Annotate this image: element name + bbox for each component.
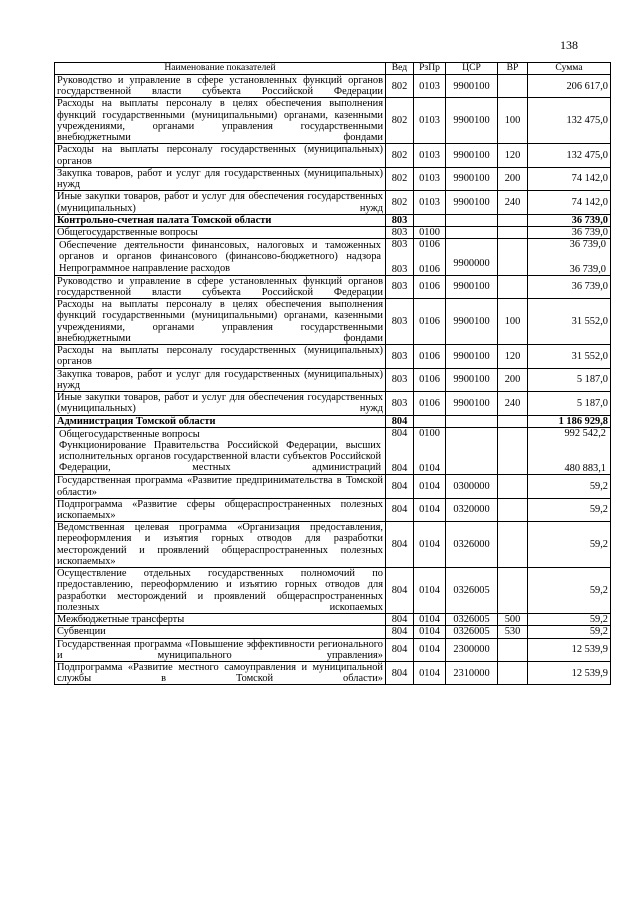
row-rzpr: 0106 xyxy=(414,392,446,415)
row-ved: 804 xyxy=(386,475,414,498)
row-vr xyxy=(498,475,528,498)
row-rzpr: 0103 xyxy=(414,191,446,214)
row-name: Закупка товаров, работ и услуг для государственных (муниципальных) нужд xyxy=(55,167,386,190)
row-sum: 36 739,0 xyxy=(528,227,611,239)
row-vr: 530 xyxy=(498,626,528,638)
row-csr: 9900100 xyxy=(446,345,498,368)
row-name: Контрольно-счетная палата Томской области xyxy=(55,214,386,226)
row-ved-sub: 804 xyxy=(391,463,408,475)
row-ved: 802 xyxy=(386,98,414,144)
row-name: Подпрограмма «Развитие местного самоуправления и муниципальной службы в Томской области» xyxy=(55,662,386,685)
row-name: Расходы на выплаты персоналу в целях обеспечения выполнения функций государственными (муниципальными) органами, казенными учреждениями, органами управления государственными внебюджетными фондами xyxy=(55,98,386,144)
row-sum: 36 739,0 xyxy=(528,275,611,298)
table-row xyxy=(55,614,611,626)
row-vr xyxy=(498,214,528,226)
row-rzpr: 0104 xyxy=(414,614,446,626)
row-rzpr: 0104 xyxy=(414,662,446,685)
row-name-main: Общегосударственные вопросы xyxy=(59,428,200,440)
row-ved: 804 xyxy=(386,626,414,638)
row-sum: 59,2 xyxy=(528,568,611,614)
header-csr: ЦСР xyxy=(446,63,498,75)
row-csr: 0326005 xyxy=(446,614,498,626)
table-row xyxy=(55,75,611,98)
row-vr: 200 xyxy=(498,368,528,391)
table-row xyxy=(55,638,611,661)
row-name: Государственная программа «Повышение эффективности регионального и муниципального управления» xyxy=(55,638,386,661)
cell-spacer xyxy=(500,439,525,463)
table-row xyxy=(55,299,611,345)
row-name: Иные закупки товаров, работ и услуг для обеспечения государственных (муниципальных) нужд xyxy=(55,392,386,415)
row-sum: 31 552,0 xyxy=(528,299,611,345)
row-sum-main: 36 739,0 xyxy=(569,239,606,251)
row-name: Межбюджетные трансферты xyxy=(55,614,386,626)
row-ved: 804 xyxy=(386,498,414,521)
row-vr xyxy=(498,498,528,521)
row-vr: 200 xyxy=(498,167,528,190)
header-sum: Сумма xyxy=(528,63,611,75)
row-csr: 9900100 xyxy=(446,75,498,98)
table-row xyxy=(55,427,611,474)
row-csr: 9900100 xyxy=(446,275,498,298)
row-vr: 240 xyxy=(498,191,528,214)
cell-spacer xyxy=(530,439,608,463)
row-csr: 0300000 xyxy=(446,475,498,498)
row-ved-main: 804 xyxy=(391,427,408,439)
row-csr: 0326000 xyxy=(446,522,498,568)
row-csr: 0326005 xyxy=(446,568,498,614)
row-name: Расходы на выплаты персоналу государственных (муниципальных) органов xyxy=(55,144,386,167)
table-row xyxy=(55,98,611,144)
row-sum xyxy=(528,239,611,275)
row-rzpr-main: 0106 xyxy=(419,239,440,251)
row-name: Осуществление отдельных государственных полномочий по предоставлению, переоформлению и изъятию горных отводов для разработки месторождений и проявлений общераспространенных полезных ископаемых xyxy=(55,568,386,614)
row-ved: 803 xyxy=(386,299,414,345)
row-rzpr: 0106 xyxy=(414,299,446,345)
row-ved-main: 803 xyxy=(391,239,408,251)
row-csr: 9900100 xyxy=(446,392,498,415)
row-sum-main: 992 542,2 xyxy=(564,427,606,439)
row-csr: 9900100 xyxy=(446,191,498,214)
row-rzpr: 0100 xyxy=(414,227,446,239)
row-sum: 59,2 xyxy=(528,626,611,638)
row-csr: 2310000 xyxy=(446,662,498,685)
row-rzpr: 0104 xyxy=(414,498,446,521)
row-ved: 804 xyxy=(386,614,414,626)
cell-spacer xyxy=(416,251,443,264)
row-sum: 59,2 xyxy=(528,522,611,568)
table-row xyxy=(55,167,611,190)
table-row xyxy=(55,227,611,239)
row-name: Государственная программа «Развитие предпринимательства в Томской области» xyxy=(55,475,386,498)
row-ved: 803 xyxy=(386,392,414,415)
row-csr: 2300000 xyxy=(446,638,498,661)
row-name: Администрация Томской области xyxy=(55,415,386,427)
row-vr xyxy=(498,227,528,239)
cell-spacer xyxy=(448,245,495,258)
row-name: Подпрограмма «Развитие сферы общераспространенных полезных ископаемых» xyxy=(55,498,386,521)
table-row xyxy=(55,345,611,368)
row-sum: 74 142,0 xyxy=(528,167,611,190)
row-rzpr: 0104 xyxy=(414,638,446,661)
row-csr xyxy=(446,427,498,474)
table-row xyxy=(55,415,611,427)
table-row xyxy=(55,392,611,415)
table-row xyxy=(55,368,611,391)
row-name: Субвенции xyxy=(55,626,386,638)
row-rzpr: 0103 xyxy=(414,75,446,98)
cell-spacer xyxy=(388,251,411,264)
row-rzpr xyxy=(414,239,446,275)
row-ved: 803 xyxy=(386,368,414,391)
row-sum: 206 617,0 xyxy=(528,75,611,98)
row-vr xyxy=(498,75,528,98)
row-sum: 59,2 xyxy=(528,498,611,521)
row-sum xyxy=(528,427,611,474)
row-vr xyxy=(498,275,528,298)
row-rzpr: 0104 xyxy=(414,626,446,638)
table-body xyxy=(55,75,611,685)
row-ved: 804 xyxy=(386,638,414,661)
row-name: Закупка товаров, работ и услуг для государственных (муниципальных) нужд xyxy=(55,368,386,391)
row-vr xyxy=(498,522,528,568)
row-vr xyxy=(498,638,528,661)
table-header-row xyxy=(55,63,611,75)
row-csr: 0320000 xyxy=(446,498,498,521)
cell-spacer xyxy=(388,439,411,463)
row-sum-sub: 480 883,1 xyxy=(564,463,606,475)
row-rzpr: 0106 xyxy=(414,368,446,391)
table-row xyxy=(55,475,611,498)
row-ved: 804 xyxy=(386,415,414,427)
header-name: Наименование показателей xyxy=(55,63,386,75)
row-vr xyxy=(498,662,528,685)
page-number: 138 xyxy=(560,38,578,52)
row-sum: 59,2 xyxy=(528,475,611,498)
row-sum: 132 475,0 xyxy=(528,144,611,167)
row-rzpr-main: 0100 xyxy=(419,427,440,439)
row-rzpr: 0104 xyxy=(414,475,446,498)
row-csr xyxy=(446,214,498,226)
row-sum: 36 739,0 xyxy=(528,214,611,226)
cell-spacer xyxy=(448,439,495,463)
table-row xyxy=(55,239,611,275)
row-name: Ведомственная целевая программа «Организация предоставления, переоформления и изъятия горных отводов для разработки месторождений и проявлений общераспространенных полезных ископаемых» xyxy=(55,522,386,568)
row-csr: 9900100 xyxy=(446,98,498,144)
row-ved xyxy=(386,239,414,275)
table-row xyxy=(55,498,611,521)
row-vr xyxy=(498,415,528,427)
row-csr xyxy=(446,239,498,275)
row-rzpr: 0106 xyxy=(414,345,446,368)
row-rzpr: 0103 xyxy=(414,167,446,190)
row-name: Иные закупки товаров, работ и услуг для обеспечения государственных (муниципальных) нужд xyxy=(55,191,386,214)
row-sum: 12 539,9 xyxy=(528,662,611,685)
cell-spacer xyxy=(500,251,525,264)
row-sum: 31 552,0 xyxy=(528,345,611,368)
header-vr: ВР xyxy=(498,63,528,75)
row-rzpr-sub: 0106 xyxy=(419,263,440,275)
row-ved: 803 xyxy=(386,275,414,298)
row-sum: 1 186 929,8 xyxy=(528,415,611,427)
header-rzpr: РзПр xyxy=(414,63,446,75)
row-vr: 100 xyxy=(498,299,528,345)
row-vr: 240 xyxy=(498,392,528,415)
table-row xyxy=(55,214,611,226)
row-sum: 74 142,0 xyxy=(528,191,611,214)
row-name-sub: Функционирование Правительства Российской Федерации, высших исполнительных органов государственной власти субъектов Российской Федерации, местных администраций xyxy=(59,439,381,474)
row-ved: 803 xyxy=(386,345,414,368)
row-name-sub: Непрограммное направление расходов xyxy=(59,262,231,274)
cell-spacer xyxy=(416,439,443,463)
cell-spacer xyxy=(530,251,608,264)
row-csr xyxy=(446,227,498,239)
row-name: Руководство и управление в сфере установленных функций органов государственной власти субъекта Российской Федерации xyxy=(55,275,386,298)
row-rzpr: 0104 xyxy=(414,522,446,568)
row-csr xyxy=(446,415,498,427)
row-vr: 100 xyxy=(498,98,528,144)
row-ved-sub: 803 xyxy=(391,263,408,275)
row-rzpr: 0103 xyxy=(414,98,446,144)
row-csr: 9900100 xyxy=(446,368,498,391)
row-sum: 132 475,0 xyxy=(528,98,611,144)
row-ved: 802 xyxy=(386,144,414,167)
table-row xyxy=(55,626,611,638)
row-name: Расходы на выплаты персоналу государственных (муниципальных) органов xyxy=(55,345,386,368)
table-row xyxy=(55,522,611,568)
row-ved xyxy=(386,427,414,474)
budget-table xyxy=(54,62,611,685)
row-csr: 9900100 xyxy=(446,167,498,190)
row-name: Руководство и управление в сфере установленных функций органов государственной власти субъекта Российской Федерации xyxy=(55,75,386,98)
row-sum-sub: 36 739,0 xyxy=(569,263,606,275)
row-ved: 802 xyxy=(386,167,414,190)
row-name-main: Обеспечение деятельности финансовых, налоговых и таможенных органов и органов финансового (финансово-бюджетного) надзора xyxy=(59,240,381,263)
row-rzpr xyxy=(414,427,446,474)
table-row xyxy=(55,144,611,167)
header-ved: Вед xyxy=(386,63,414,75)
row-vr: 120 xyxy=(498,345,528,368)
row-vr xyxy=(498,239,528,275)
row-vr xyxy=(498,568,528,614)
row-rzpr: 0104 xyxy=(414,568,446,614)
row-rzpr: 0103 xyxy=(414,144,446,167)
row-csr: 9900100 xyxy=(446,144,498,167)
row-rzpr xyxy=(414,415,446,427)
row-csr: 9900100 xyxy=(446,299,498,345)
row-ved: 804 xyxy=(386,568,414,614)
row-ved: 802 xyxy=(386,75,414,98)
row-ved: 804 xyxy=(386,522,414,568)
row-rzpr: 0106 xyxy=(414,275,446,298)
table-row xyxy=(55,191,611,214)
row-vr: 120 xyxy=(498,144,528,167)
row-name: Общегосударственные вопросы xyxy=(55,227,386,239)
row-name: Расходы на выплаты персоналу в целях обеспечения выполнения функций государственными (муниципальными) органами, казенными учреждениями, органами управления государственными внебюджетными фондами xyxy=(55,299,386,345)
row-rzpr xyxy=(414,214,446,226)
row-ved: 803 xyxy=(386,227,414,239)
row-sum: 12 539,9 xyxy=(528,638,611,661)
row-csr-sub: 9900000 xyxy=(453,257,490,269)
row-name xyxy=(55,239,386,275)
row-vr xyxy=(498,427,528,474)
row-ved: 804 xyxy=(386,662,414,685)
row-sum: 5 187,0 xyxy=(528,392,611,415)
row-rzpr-sub: 0104 xyxy=(419,463,440,475)
row-sum: 59,2 xyxy=(528,614,611,626)
row-name xyxy=(55,427,386,474)
table-row xyxy=(55,568,611,614)
row-ved: 802 xyxy=(386,191,414,214)
row-vr: 500 xyxy=(498,614,528,626)
row-ved: 803 xyxy=(386,214,414,226)
table-row xyxy=(55,275,611,298)
table-row xyxy=(55,662,611,685)
row-sum: 5 187,0 xyxy=(528,368,611,391)
row-csr: 0326005 xyxy=(446,626,498,638)
